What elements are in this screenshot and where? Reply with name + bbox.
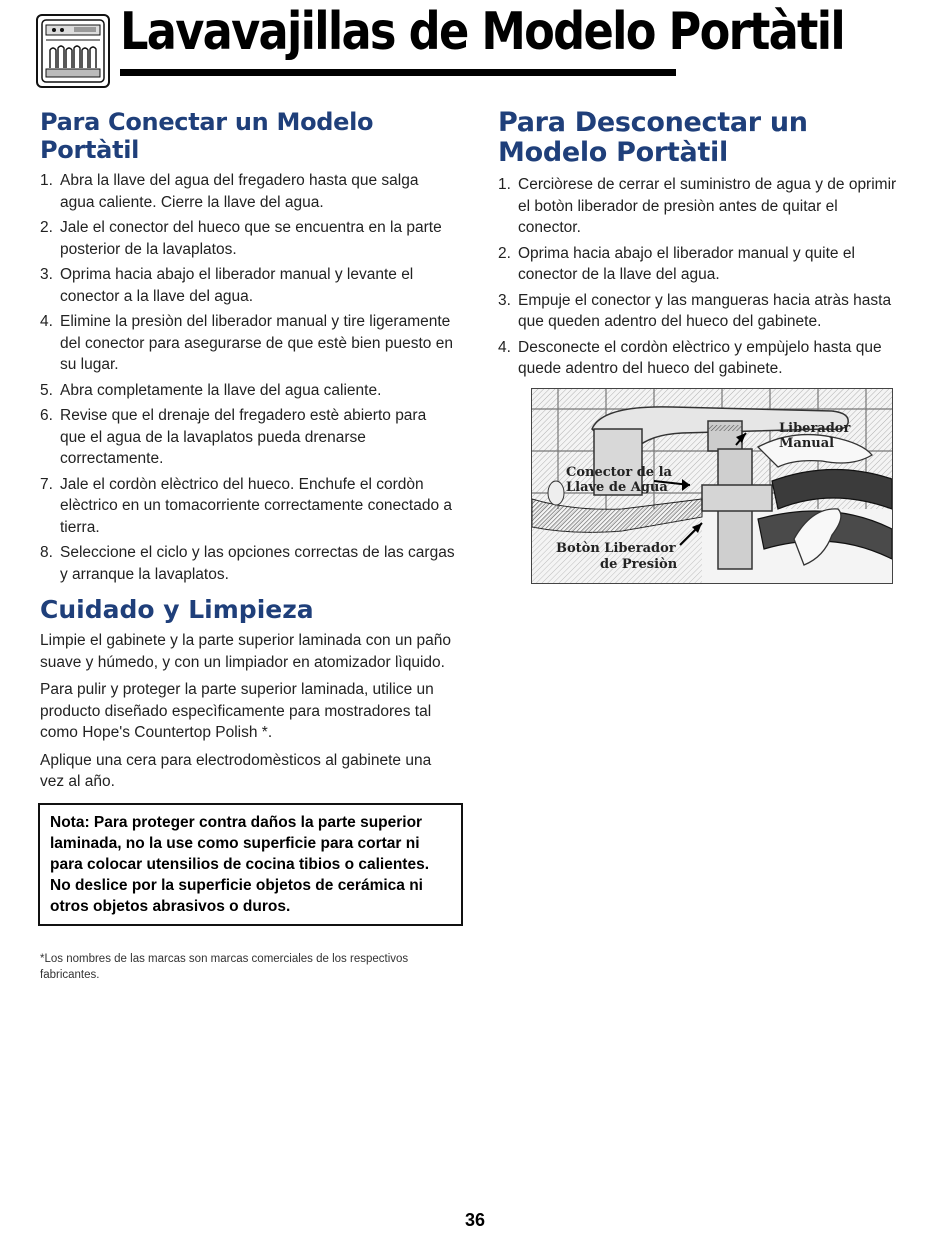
disconnect-steps bbox=[498, 174, 903, 380]
step-text: Elimine la presiòn del liberador manual y tire ligeramente del conector para asegurarse de que estè bien puesto en su lugar. bbox=[60, 313, 453, 373]
list-item bbox=[40, 170, 455, 213]
step-number: 6. bbox=[40, 407, 53, 424]
step-text: Abra completamente la llave del agua caliente. bbox=[60, 381, 382, 399]
step-text: Abra la llave del agua del fregadero hasta que salga agua caliente. Cierre la llave del agua. bbox=[60, 172, 419, 211]
care-paragraph: Aplique una cera para electrodomèsticos al gabinete una vez al año. bbox=[40, 751, 432, 790]
faucet-connector-illustration bbox=[531, 388, 893, 584]
list-item bbox=[498, 174, 903, 239]
connect-heading: Para Conectar un Modelo Portàtil bbox=[40, 108, 374, 164]
right-column bbox=[498, 108, 903, 384]
disconnect-heading: Para Desconectar un Modelo Portàtil bbox=[498, 107, 808, 168]
connector-label-line2: Llave de Agua bbox=[566, 480, 668, 495]
dishwasher-icon bbox=[36, 14, 110, 88]
step-number: 4. bbox=[498, 338, 511, 356]
footnote: *Los nombres de las marcas son marcas comerciales de los respectivos fabricantes. bbox=[40, 953, 409, 981]
release-label-line2: Manual bbox=[779, 436, 835, 451]
list-item bbox=[40, 217, 455, 260]
release-label-line1: Liberador bbox=[779, 421, 851, 436]
step-text: Jale el conector del hueco que se encuentra en la parte posterior de la lavaplatos. bbox=[60, 219, 442, 258]
step-text: Oprima hacia abajo el liberador manual y levante el conector a la llave del agua. bbox=[60, 266, 414, 305]
connector-label-line1: Conector de la bbox=[566, 465, 672, 480]
left-column bbox=[40, 108, 455, 799]
page-title: Lavavajillas de Modelo Portàtil bbox=[120, 2, 844, 62]
step-text: Oprima hacia abajo el liberador manual y quite el conector de la llave del agua. bbox=[518, 244, 855, 283]
list-item bbox=[40, 264, 455, 307]
list-item bbox=[40, 311, 455, 376]
list-item bbox=[40, 380, 455, 402]
step-text: Jale el cordòn elèctrico del hueco. Enchufe el cordòn elèctrico en un tomacorriente correctamente conectado a tierra. bbox=[60, 475, 453, 536]
list-item bbox=[40, 474, 455, 539]
title-rule bbox=[120, 69, 676, 76]
list-item bbox=[498, 290, 903, 333]
step-number: 3. bbox=[40, 266, 53, 283]
list-item bbox=[498, 337, 903, 380]
step-number: 5. bbox=[40, 381, 53, 399]
step-text: Seleccione el ciclo y las opciones correctas de las cargas y arranque la lavaplatos. bbox=[60, 544, 455, 583]
step-text: Desconecte el cordòn elèctrico y empùjelo hasta que quede adentro del hueco del gabinete. bbox=[518, 338, 882, 377]
care-paragraph: Para pulir y proteger la parte superior laminada, utilice un producto diseñado especìficamente para mostradores tal como Hope's Countertop Polish *. bbox=[40, 681, 434, 741]
step-number: 2. bbox=[40, 219, 53, 236]
page-number: 36 bbox=[464, 1210, 486, 1230]
button-label-line1: Botòn Liberador bbox=[556, 541, 676, 556]
list-item bbox=[40, 542, 455, 585]
step-number: 3. bbox=[498, 291, 511, 309]
care-heading: Cuidado y Limpieza bbox=[40, 595, 314, 624]
care-paragraph: Limpie el gabinete y la parte superior laminada con un paño suave y húmedo, y con un limpiador en atomizador lìquido. bbox=[40, 632, 452, 671]
step-number: 7. bbox=[40, 475, 53, 493]
note-text: Nota: Para proteger contra daños la parte superior laminada, no la use como superficie para cortar ni para colocar utensilios de cocina tibios o calientes. No deslice por la superficie objetos de cerámica ni otros objetos abrasivos o duros. bbox=[50, 814, 430, 915]
step-text: Cerciòrese de cerrar el suministro de agua y de oprimir el botòn liberador de presiòn antes de quitar el conector. bbox=[518, 176, 897, 236]
step-text: Revise que el drenaje del fregadero estè abierto para que el agua de la lavaplatos pueda drenarse correctamente. bbox=[60, 407, 427, 467]
step-number: 2. bbox=[498, 244, 511, 262]
step-number: 4. bbox=[40, 313, 53, 330]
button-label-line2: de Presiòn bbox=[600, 557, 678, 572]
step-number: 1. bbox=[40, 172, 53, 189]
list-item bbox=[40, 405, 455, 470]
connect-steps bbox=[40, 170, 455, 585]
step-number: 8. bbox=[40, 544, 53, 561]
step-text: Empuje el conector y las mangueras hacia atràs hasta que queden adentro del hueco del gabinete. bbox=[518, 291, 892, 330]
step-number: 1. bbox=[498, 176, 511, 193]
list-item bbox=[498, 243, 903, 286]
note-box bbox=[38, 803, 463, 926]
